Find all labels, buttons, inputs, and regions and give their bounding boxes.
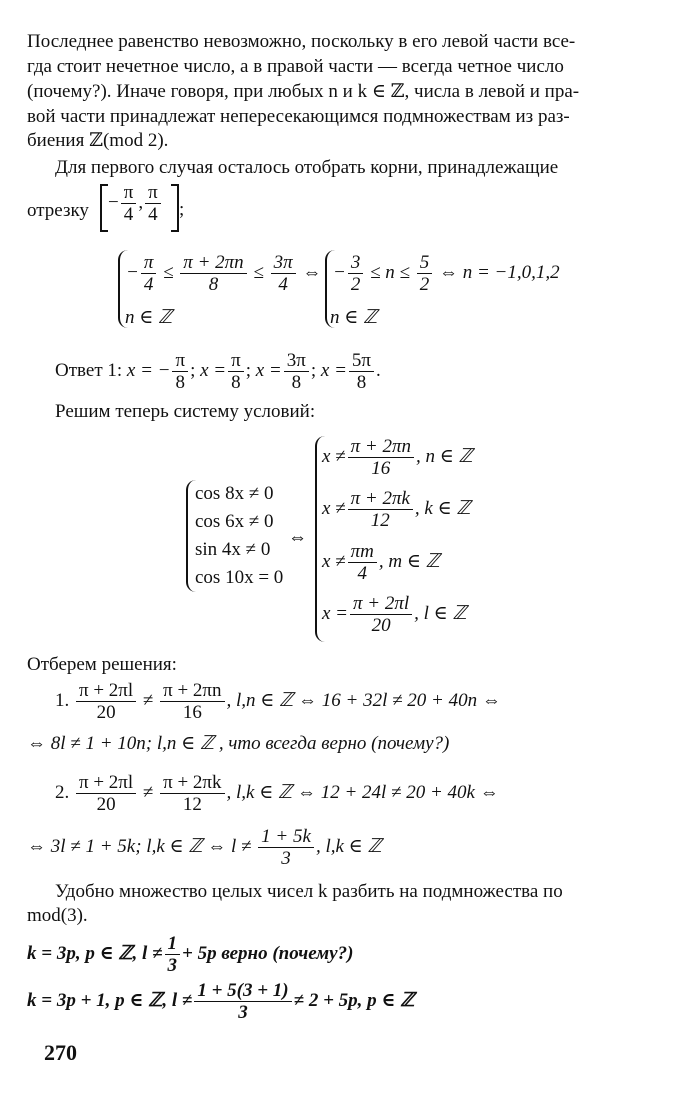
text-line: Решим теперь систему условий:	[55, 401, 316, 422]
text-line: Удобно множество целых чисел k разбить на подмножества по	[55, 881, 563, 902]
text-line: Отберем решения:	[27, 654, 177, 675]
text-line: отрезку	[27, 200, 89, 221]
restriction-line: x ≠ $\frac{\pi + 2\pi n}{16}$ , n ∈ ℤ	[322, 436, 473, 479]
text-line: Последнее равенство невозможно, поскольку в его левой части все-	[27, 31, 576, 52]
text-line: mod(3).	[27, 905, 88, 926]
case-k-3p-plus-1: k = 3p + 1, p ∈ ℤ, l ≠ $\frac{1 + 5(3 + 1)}{3}$ ≠ 2 + 5p, p ∈ ℤ	[27, 980, 415, 1023]
text-line: (почему?). Иначе говоря, при любых n и k ∈ ℤ, числа в левой и пра-	[27, 81, 580, 102]
semicolon: ;	[179, 199, 185, 220]
integer-condition: n ∈ ℤ	[330, 307, 378, 328]
text-line: гда стоит нечетное число, а в правой части — всегда четное число	[27, 56, 564, 77]
text-line: биения ℤ(mod 2).	[27, 130, 169, 151]
n-range: − $\frac{3}{2}$ ≤ n ≤ $\frac{5}{2}$ ⇔ n = −1,0,1,2	[333, 252, 560, 295]
check-1-result: ⇔ 8l ≠ 1 + 10n; l,n ∈ ℤ , что всегда верно (почему?)	[27, 733, 450, 754]
restriction-line: x = $\frac{\pi + 2\pi l}{20}$ , l ∈ ℤ	[322, 593, 467, 636]
restriction-line: x ≠ $\frac{\pi + 2\pi k}{12}$ , k ∈ ℤ	[322, 488, 471, 531]
condition-line: cos 10x = 0	[195, 567, 284, 588]
text-line: вой части принадлежат непересекающимся подмножествам из раз-	[27, 106, 570, 127]
segment-formula: − $\frac{\pi}{4}$ , $\frac{\pi}{4}$	[108, 182, 163, 225]
left-bracket	[100, 184, 108, 232]
check-2: 2. $\frac{\pi + 2\pi l}{20}$ ≠ $\frac{\pi + 2\pi k}{12}$ , l,k ∈ ℤ ⇔ 12 + 24l ≠ 20 + 40k ⇔	[55, 772, 499, 815]
integer-condition: n ∈ ℤ	[125, 307, 173, 328]
case-k-3p: k = 3p, p ∈ ℤ, l ≠ $\frac{1}{3}$ + 5p верно (почему?)	[27, 933, 354, 976]
answer-line: Ответ 1: x = − $\frac{\pi}{8}$ ; x = $\frac{\pi}{8}$ ; x = $\frac{3\pi}{8}$ ; x = $\frac{5\pi}{8}$ .	[55, 350, 381, 393]
restriction-line: x ≠ $\frac{\pi m}{4}$ , m ∈ ℤ	[322, 541, 440, 584]
text-line: Для первого случая осталось отобрать корни, принадлежащие	[55, 157, 559, 178]
inequality-chain: − $\frac{\pi}{4}$ ≤ $\frac{\pi + 2\pi n}{8}$ ≤ $\frac{3\pi}{4}$ ⇔	[126, 252, 322, 295]
page-number: 270	[44, 1040, 77, 1065]
condition-line: cos 6x ≠ 0	[195, 511, 274, 532]
equivalence-sign: ⇔	[288, 527, 307, 548]
check-1: 1. $\frac{\pi + 2\pi l}{20}$ ≠ $\frac{\pi + 2\pi n}{16}$ , l,n ∈ ℤ ⇔ 16 + 32l ≠ 20 + 40n ⇔	[55, 680, 501, 723]
right-bracket	[171, 184, 179, 232]
condition-line: sin 4x ≠ 0	[195, 539, 271, 560]
condition-line: cos 8x ≠ 0	[195, 483, 274, 504]
check-2-result: ⇔ 3l ≠ 1 + 5k; l,k ∈ ℤ ⇔ l ≠ $\frac{1 + 5k}{3}$ , l,k ∈ ℤ	[27, 826, 382, 869]
